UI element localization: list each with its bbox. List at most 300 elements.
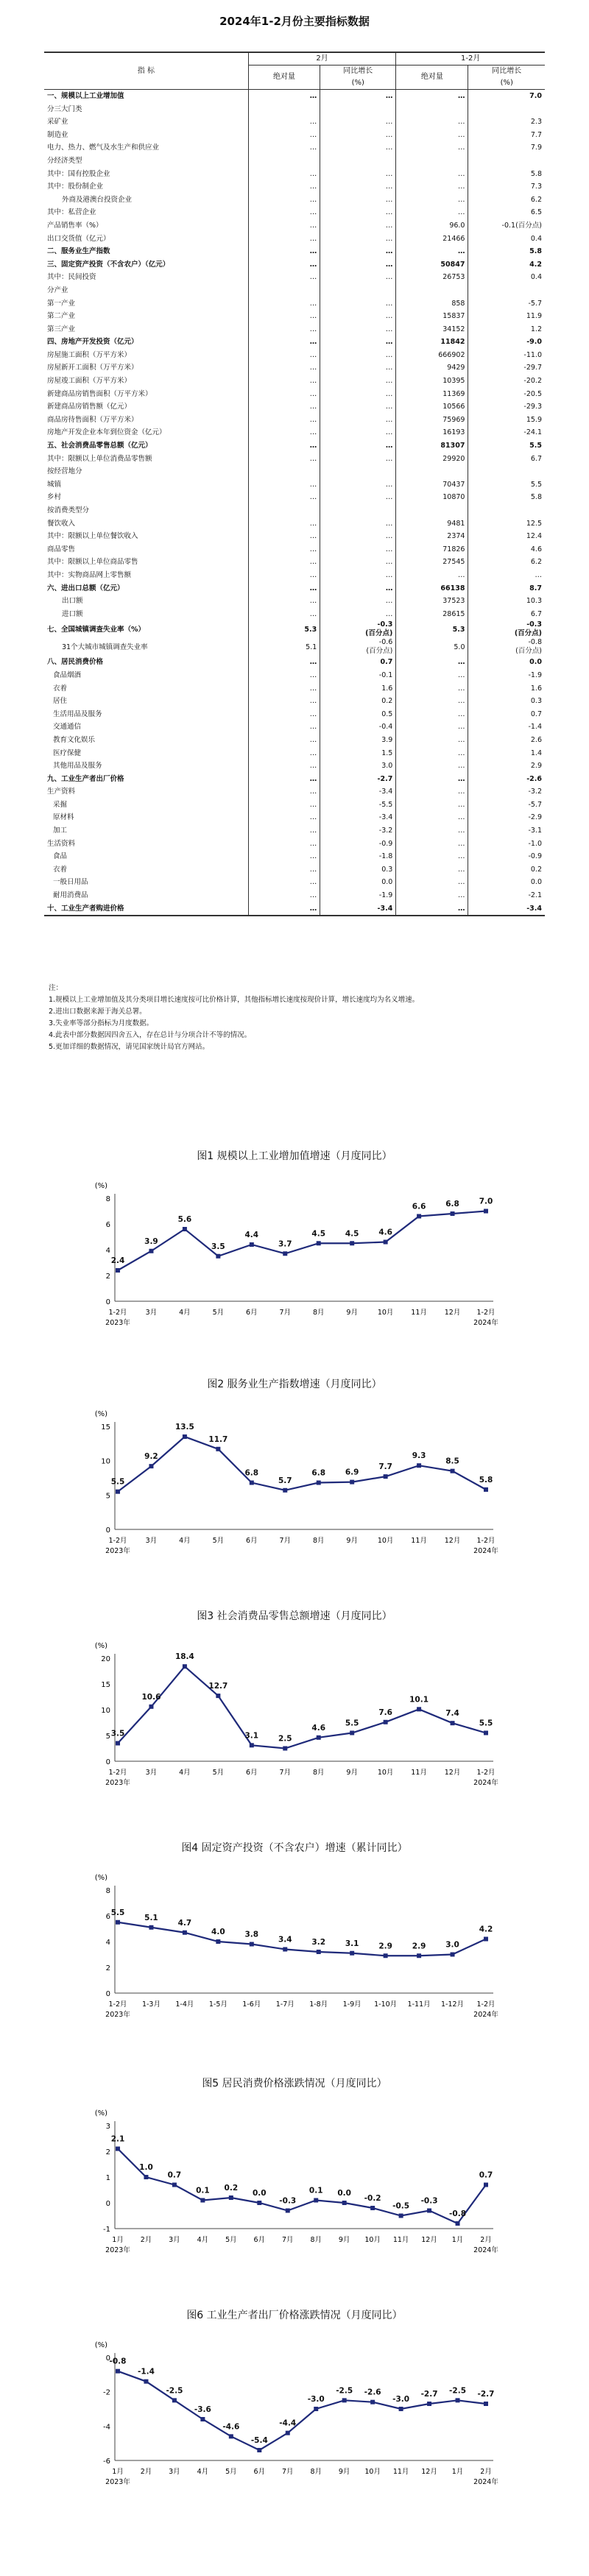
x-tick-label: 1-6月 <box>242 2000 261 2009</box>
table-cell-g1: … <box>320 375 396 388</box>
table-cell-a2: … <box>396 876 468 889</box>
table-cell-a2: … <box>396 708 468 721</box>
data-point <box>451 1721 455 1725</box>
data-point <box>149 1925 153 1930</box>
table-cell-a2: … <box>396 785 468 799</box>
x-tick-label: 2月 <box>480 2236 492 2244</box>
table-cell-g1: 3.9 <box>320 734 396 747</box>
table-cell-a1: … <box>248 902 320 916</box>
table-cell-label: 教育文化娱乐 <box>53 735 96 744</box>
data-point <box>384 1474 388 1479</box>
data-label: 4.6 <box>378 1228 392 1237</box>
table-cell-g1: … <box>320 141 396 155</box>
table-cell-g2: 4.6 <box>468 543 545 556</box>
data-point <box>314 2407 318 2411</box>
data-point <box>144 2379 148 2384</box>
table-row <box>44 517 545 531</box>
table-cell-g1: -5.5 <box>320 799 396 812</box>
y-tick-label: 0 <box>105 1990 110 1998</box>
table-cell-a1: … <box>248 491 320 504</box>
table-cell-a2: … <box>396 863 468 877</box>
note-line: 3.失业率等部分指标为月度数据。 <box>49 1019 154 1027</box>
table-cell-g1: … <box>320 219 396 233</box>
series-line <box>118 1922 486 1956</box>
table-cell-a1: … <box>248 478 320 492</box>
data-label: 4.7 <box>177 1918 192 1928</box>
y-tick-label: 6 <box>105 1913 110 1921</box>
table-cell-a2: 666902 <box>396 349 468 362</box>
x-tick-label: 1-2月 <box>476 2000 495 2009</box>
table-cell-g1 <box>320 504 396 517</box>
table-cell-a2: 26753 <box>396 271 468 284</box>
data-label: 2.4 <box>110 1256 125 1265</box>
data-point <box>342 2201 347 2205</box>
table-cell-g1: … <box>320 297 396 311</box>
table-cell-label: 食品 <box>53 852 68 861</box>
data-label: 6.6 <box>412 1202 426 1211</box>
y-tick-label: 0 <box>105 2200 110 2208</box>
x-tick-label: 4月 <box>197 2236 209 2244</box>
table-row <box>44 194 545 207</box>
table-cell-a1: … <box>248 141 320 155</box>
table-cell-a2: … <box>396 141 468 155</box>
table-row <box>44 504 545 517</box>
data-point <box>183 1227 187 1231</box>
table-cell-g2: 1.2 <box>468 323 545 336</box>
data-label: 0.7 <box>167 2170 182 2180</box>
table-row <box>44 608 545 621</box>
table-cell-a2: 71826 <box>396 543 468 556</box>
x-tick-label: 8月 <box>310 2236 322 2244</box>
series-line <box>118 1666 486 1748</box>
table-cell-a1: … <box>248 168 320 181</box>
table-cell-label: 餐饮收入 <box>47 519 76 528</box>
y-tick-label: 5 <box>105 1733 110 1741</box>
series-line <box>118 1211 486 1271</box>
data-point <box>229 2434 233 2438</box>
x-tick-label: 9月 <box>346 1769 358 1777</box>
data-point <box>183 1434 187 1439</box>
table-cell-label: 新建商品房销售面积（万平方米） <box>47 389 152 398</box>
table-cell-g1: 0.5 <box>320 708 396 721</box>
x-tick-label: 2月 <box>480 2468 492 2476</box>
table-cell-a1: … <box>248 180 320 194</box>
table-cell-g1: -3.4 <box>320 902 396 916</box>
y-tick-label: 10 <box>101 1457 110 1466</box>
table-row <box>44 297 545 311</box>
y-tick-label: 15 <box>101 1423 110 1432</box>
data-label: 0.2 <box>224 2184 239 2193</box>
table-cell-a1 <box>248 284 320 297</box>
table-cell-g2: 2.6 <box>468 734 545 747</box>
chart-title: 图1 规模以上工业增加值增速（月度同比） <box>197 1150 392 1162</box>
table-cell-g1: … <box>320 388 396 401</box>
table-row <box>44 233 545 246</box>
data-label: -0.3 <box>420 2196 438 2206</box>
data-label: -5.4 <box>250 2436 268 2445</box>
y-tick-label: 8 <box>105 1887 110 1895</box>
table-cell-g1 <box>320 103 396 116</box>
x-tick-label: 11月 <box>392 2236 409 2244</box>
table-cell-label: 其中：私营企业 <box>47 208 96 217</box>
table-cell-a1: … <box>248 414 320 427</box>
table-cell-a2: … <box>396 180 468 194</box>
y-tick-label: -6 <box>103 2458 110 2466</box>
data-label: 0.1 <box>196 2186 210 2195</box>
table-cell-g2: -29.7 <box>468 361 545 375</box>
data-point <box>116 2147 120 2151</box>
table-cell-label: 进口额 <box>62 609 83 618</box>
table-cell-label: 房地产开发企业本年到位资金（亿元） <box>47 428 166 437</box>
data-point <box>286 2431 290 2435</box>
year-label-end: 2024年 <box>473 1319 498 1327</box>
data-label: 5.5 <box>479 1719 493 1728</box>
table-cell-g2: 7.9 <box>468 141 545 155</box>
data-point <box>484 1209 488 1214</box>
data-point <box>149 1705 153 1709</box>
x-tick-label: 8月 <box>312 1769 325 1777</box>
data-label: 18.4 <box>174 1652 194 1662</box>
table-cell-a2: 27545 <box>396 556 468 569</box>
table-cell-g1: … <box>320 453 396 466</box>
table-cell-g1: … <box>320 543 396 556</box>
y-tick-label: 3 <box>105 2123 110 2131</box>
data-label: 5.6 <box>177 1215 192 1224</box>
table-cell-label: 原材料 <box>53 813 74 822</box>
table-cell-a1: … <box>248 233 320 246</box>
col-yoy-2: 同比增长 (%) <box>468 66 545 90</box>
table-cell-g2 <box>468 284 545 297</box>
table-cell-a2: … <box>396 206 468 219</box>
table-row <box>44 734 545 747</box>
x-tick-label: 3月 <box>145 1769 158 1777</box>
x-tick-label: 9月 <box>338 2468 350 2476</box>
data-point <box>286 2209 290 2213</box>
table-cell-a2 <box>396 284 468 297</box>
data-label: 3.4 <box>278 1935 292 1945</box>
table-cell-label: 乡村 <box>47 493 62 502</box>
data-point <box>399 2214 403 2218</box>
data-point <box>350 1951 354 1956</box>
data-point <box>200 2198 205 2203</box>
table-cell-label: 商品零售 <box>47 545 76 553</box>
data-label: 3.0 <box>445 1940 459 1950</box>
data-label: 0.0 <box>253 2189 267 2198</box>
y-tick-label: 0 <box>105 1758 110 1766</box>
table-cell-label: 一、规模以上工业增加值 <box>47 92 124 100</box>
table-cell-g2: 7.3 <box>468 180 545 194</box>
y-tick-label: 0 <box>105 1526 110 1535</box>
table-cell-g2: 6.2 <box>468 556 545 569</box>
table-cell-label: 二、服务业生产指数 <box>47 247 110 256</box>
data-label: -0.8 <box>449 2209 467 2218</box>
data-point <box>283 1947 287 1952</box>
data-point <box>484 1937 488 1942</box>
data-label: -0.5 <box>392 2201 410 2211</box>
table-cell-label: 三、固定资产投资（不含农户）（亿元） <box>47 260 170 269</box>
data-label: 5.5 <box>110 1908 125 1917</box>
table-cell-a2: 29920 <box>396 453 468 466</box>
table-cell-label: 31个大城市城镇调查失业率 <box>62 643 148 651</box>
data-label: -3.0 <box>392 2395 410 2404</box>
table-cell-g1: -3.4 <box>320 785 396 799</box>
table-cell-g2 <box>468 155 545 168</box>
table-cell-a1: … <box>248 116 320 129</box>
note-line: 1.规模以上工业增加值及其分类项目增长速度按可比价格计算，其他指标增长速度按现价计算，增长速度均为名义增速。 <box>49 996 420 1004</box>
table-cell-g2 <box>468 103 545 116</box>
y-tick-label: 20 <box>101 1655 110 1663</box>
page-title: 2024年1-2月份主要指标数据 <box>219 15 370 28</box>
table-row <box>44 569 545 582</box>
y-tick-label: 0 <box>105 2354 110 2363</box>
table-cell-a1: … <box>248 556 320 569</box>
data-label: -2.5 <box>166 2386 183 2396</box>
table-row <box>44 400 545 414</box>
notes <box>49 983 549 1053</box>
table-cell-label: 采掘 <box>53 800 68 809</box>
table-cell-a1: … <box>248 219 320 233</box>
table-cell-label: 新建商品房销售额（亿元） <box>47 403 132 411</box>
y-tick-label: 1 <box>105 2174 110 2182</box>
table-row <box>44 168 545 181</box>
table-cell-a2: 81307 <box>396 439 468 453</box>
table-cell-a1: … <box>248 530 320 543</box>
data-point <box>183 1664 187 1669</box>
chart-1-svg <box>0 1169 589 1353</box>
chart-2-svg <box>0 1397 589 1581</box>
table-cell-a2: 9481 <box>396 517 468 531</box>
col-yoy-1: 同比增长 (%) <box>320 66 396 90</box>
x-tick-label: 3月 <box>169 2236 180 2244</box>
table-cell-a2: … <box>396 747 468 760</box>
table-row <box>44 388 545 401</box>
y-tick-label: 4 <box>105 1939 110 1947</box>
table-cell-label: 产品销售率（%） <box>47 221 103 230</box>
table-cell-g2: 8.7 <box>468 582 545 595</box>
table-cell-a1: … <box>248 245 320 258</box>
data-label: 7.6 <box>378 1708 392 1717</box>
data-label: 6.8 <box>244 1468 259 1478</box>
x-tick-label: 10月 <box>364 2468 381 2476</box>
table-cell-a2: 70437 <box>396 478 468 492</box>
data-point <box>283 1488 287 1493</box>
x-tick-label: 1-2月 <box>108 2000 127 2009</box>
table-cell-a1: … <box>248 669 320 682</box>
x-tick-label: 1月 <box>451 2468 464 2476</box>
table-row <box>44 638 545 656</box>
data-point <box>144 2175 148 2179</box>
data-label: 3.2 <box>311 1938 326 1947</box>
table-cell-a1: … <box>248 595 320 608</box>
table-cell-a2 <box>396 103 468 116</box>
table-cell-a1 <box>248 155 320 168</box>
table-cell-g1: -0.1 <box>320 669 396 682</box>
y-tick-label: 2 <box>105 1964 110 1972</box>
x-tick-label: 7月 <box>279 1769 292 1777</box>
table-cell-label: 六、进出口总额（亿元） <box>47 584 124 592</box>
table-cell-g1: … <box>320 90 396 103</box>
data-point <box>484 1487 488 1492</box>
table-row <box>44 824 545 838</box>
table-cell-a1: 5.1 <box>248 638 320 656</box>
table-cell-label: 商品房待售面积（万平方米） <box>47 415 138 424</box>
table-cell-g2: 6.2 <box>468 194 545 207</box>
table-row <box>44 90 545 103</box>
table-cell-label: 按消费类型分 <box>47 506 90 514</box>
x-tick-label: 10月 <box>377 1537 394 1545</box>
x-tick-label: 5月 <box>212 1537 225 1545</box>
x-tick-label: 5月 <box>212 1309 225 1317</box>
table-cell-g2: 6.5 <box>468 206 545 219</box>
data-label: -0.2 <box>364 2194 381 2203</box>
table-cell-a1: … <box>248 375 320 388</box>
table-cell-g2: 5.8 <box>468 168 545 181</box>
table-cell-a2: 50847 <box>396 258 468 272</box>
table-cell-label: 制造业 <box>47 130 68 139</box>
year-label-end: 2024年 <box>473 1779 498 1787</box>
y-tick-label: 15 <box>101 1681 110 1689</box>
table-cell-a2: … <box>396 245 468 258</box>
table-cell-a2 <box>396 155 468 168</box>
data-label: 3.9 <box>144 1236 158 1246</box>
x-tick-label: 12月 <box>444 1309 461 1317</box>
data-point <box>484 2183 488 2187</box>
table-cell-a1: … <box>248 608 320 621</box>
table-cell-a1: … <box>248 734 320 747</box>
data-point <box>427 2209 431 2213</box>
data-point <box>384 1240 388 1245</box>
chart-title: 图6 工业生产者出厂价格涨跌情况（月度同比） <box>186 2310 403 2321</box>
table-cell-a2: … <box>396 656 468 669</box>
table-cell-g1: -2.7 <box>320 773 396 786</box>
table-row <box>44 349 545 362</box>
data-label: 0.1 <box>308 2186 323 2195</box>
data-label: -2.6 <box>364 2388 381 2397</box>
table-cell-a1: … <box>248 194 320 207</box>
x-tick-label: 1-12月 <box>441 2000 465 2009</box>
x-tick-label: 9月 <box>346 1309 358 1317</box>
x-tick-label: 10月 <box>377 1769 394 1777</box>
table-cell-label: 按经营地分 <box>47 467 82 476</box>
table-cell-a2: … <box>396 811 468 824</box>
table-cell-g2: 12.4 <box>468 530 545 543</box>
data-label: -4.6 <box>222 2422 240 2432</box>
x-tick-label: 1-7月 <box>275 2000 294 2009</box>
x-tick-label: 12月 <box>444 1537 461 1545</box>
table-cell-label: 居住 <box>53 697 68 706</box>
data-label: 12.7 <box>208 1682 228 1691</box>
table-cell-label: 七、全国城镇调查失业率（%） <box>47 625 146 634</box>
table-cell-a1: … <box>248 129 320 142</box>
table-cell-label: 其中：民间投资 <box>47 273 96 282</box>
table-cell-a1: … <box>248 258 320 272</box>
data-label: -2.7 <box>420 2390 438 2399</box>
table-cell-a1: … <box>248 811 320 824</box>
data-point <box>417 1953 421 1958</box>
series-line <box>118 2371 486 2450</box>
data-point <box>350 1480 354 1485</box>
x-tick-label: 7月 <box>279 1537 292 1545</box>
x-tick-label: 12月 <box>444 1769 461 1777</box>
data-label: 2.9 <box>412 1942 426 1951</box>
table-cell-a2: … <box>396 734 468 747</box>
table-cell-a1: … <box>248 206 320 219</box>
chart-3-svg <box>0 1629 589 1813</box>
table-cell-g2: 15.9 <box>468 414 545 427</box>
table-row <box>44 838 545 851</box>
table-row <box>44 206 545 219</box>
year-label-start: 2023年 <box>105 2478 130 2486</box>
data-point <box>417 1214 421 1219</box>
data-label: 3.7 <box>278 1239 292 1249</box>
chart-title: 图5 居民消费价格涨跌情况（月度同比） <box>202 2078 387 2090</box>
data-point <box>417 1463 421 1468</box>
table-row <box>44 682 545 696</box>
chart-title: 图3 社会消费品零售总额增速（月度同比） <box>197 1610 392 1622</box>
table-cell-g1: … <box>320 400 396 414</box>
data-label: 0.7 <box>479 2170 493 2180</box>
table-cell-g2: -9.0 <box>468 336 545 349</box>
data-label: 2.1 <box>110 2134 125 2144</box>
table-cell-label: 房屋施工面积（万平方米） <box>47 350 132 359</box>
data-point <box>484 1731 488 1735</box>
data-point <box>250 1481 254 1485</box>
table-cell-g2: 5.5 <box>468 439 545 453</box>
table-cell-g2: 0.2 <box>468 863 545 877</box>
table-cell-label: 医疗保健 <box>53 749 82 757</box>
table-cell-a1: … <box>248 439 320 453</box>
data-point <box>451 1211 455 1216</box>
table-cell-a1: … <box>248 760 320 773</box>
x-tick-label: 1-3月 <box>141 2000 161 2009</box>
table-cell-a1: … <box>248 747 320 760</box>
table-row <box>44 811 545 824</box>
table-cell-g2: 10.3 <box>468 595 545 608</box>
table-cell-a1: … <box>248 90 320 103</box>
chart-unit: (%) <box>94 1642 107 1650</box>
table-cell-g2: -11.0 <box>468 349 545 362</box>
x-tick-label: 2月 <box>140 2468 152 2476</box>
table-cell-g2: 1.4 <box>468 747 545 760</box>
data-point <box>257 2201 261 2205</box>
data-label: 4.5 <box>311 1229 326 1239</box>
x-tick-label: 1-2月 <box>108 1309 127 1317</box>
table-cell-a2: 11842 <box>396 336 468 349</box>
table-cell-g1 <box>320 155 396 168</box>
x-tick-label: 9月 <box>346 1537 358 1545</box>
table-cell-g1 <box>320 465 396 478</box>
table-row <box>44 271 545 284</box>
data-point <box>216 1694 220 1698</box>
chart-4-svg <box>0 1861 589 2045</box>
x-tick-label: 4月 <box>179 1769 191 1777</box>
data-label: -2.5 <box>449 2386 467 2396</box>
table-row <box>44 595 545 608</box>
col-indicator: 指 标 <box>44 52 248 90</box>
x-tick-label: 6月 <box>253 2236 266 2244</box>
data-label: 7.7 <box>378 1462 392 1472</box>
chart-6-svg <box>0 2328 589 2512</box>
table-cell-g1: … <box>320 569 396 582</box>
year-label-start: 2023年 <box>105 1779 130 1787</box>
table-cell-g2: 6.7 <box>468 453 545 466</box>
table-cell-a2: 96.0 <box>396 219 468 233</box>
data-point <box>116 1920 120 1925</box>
data-label: 3.5 <box>211 1242 225 1251</box>
table-row <box>44 465 545 478</box>
table-cell-a2: … <box>396 168 468 181</box>
data-label: 2.5 <box>278 1734 292 1744</box>
